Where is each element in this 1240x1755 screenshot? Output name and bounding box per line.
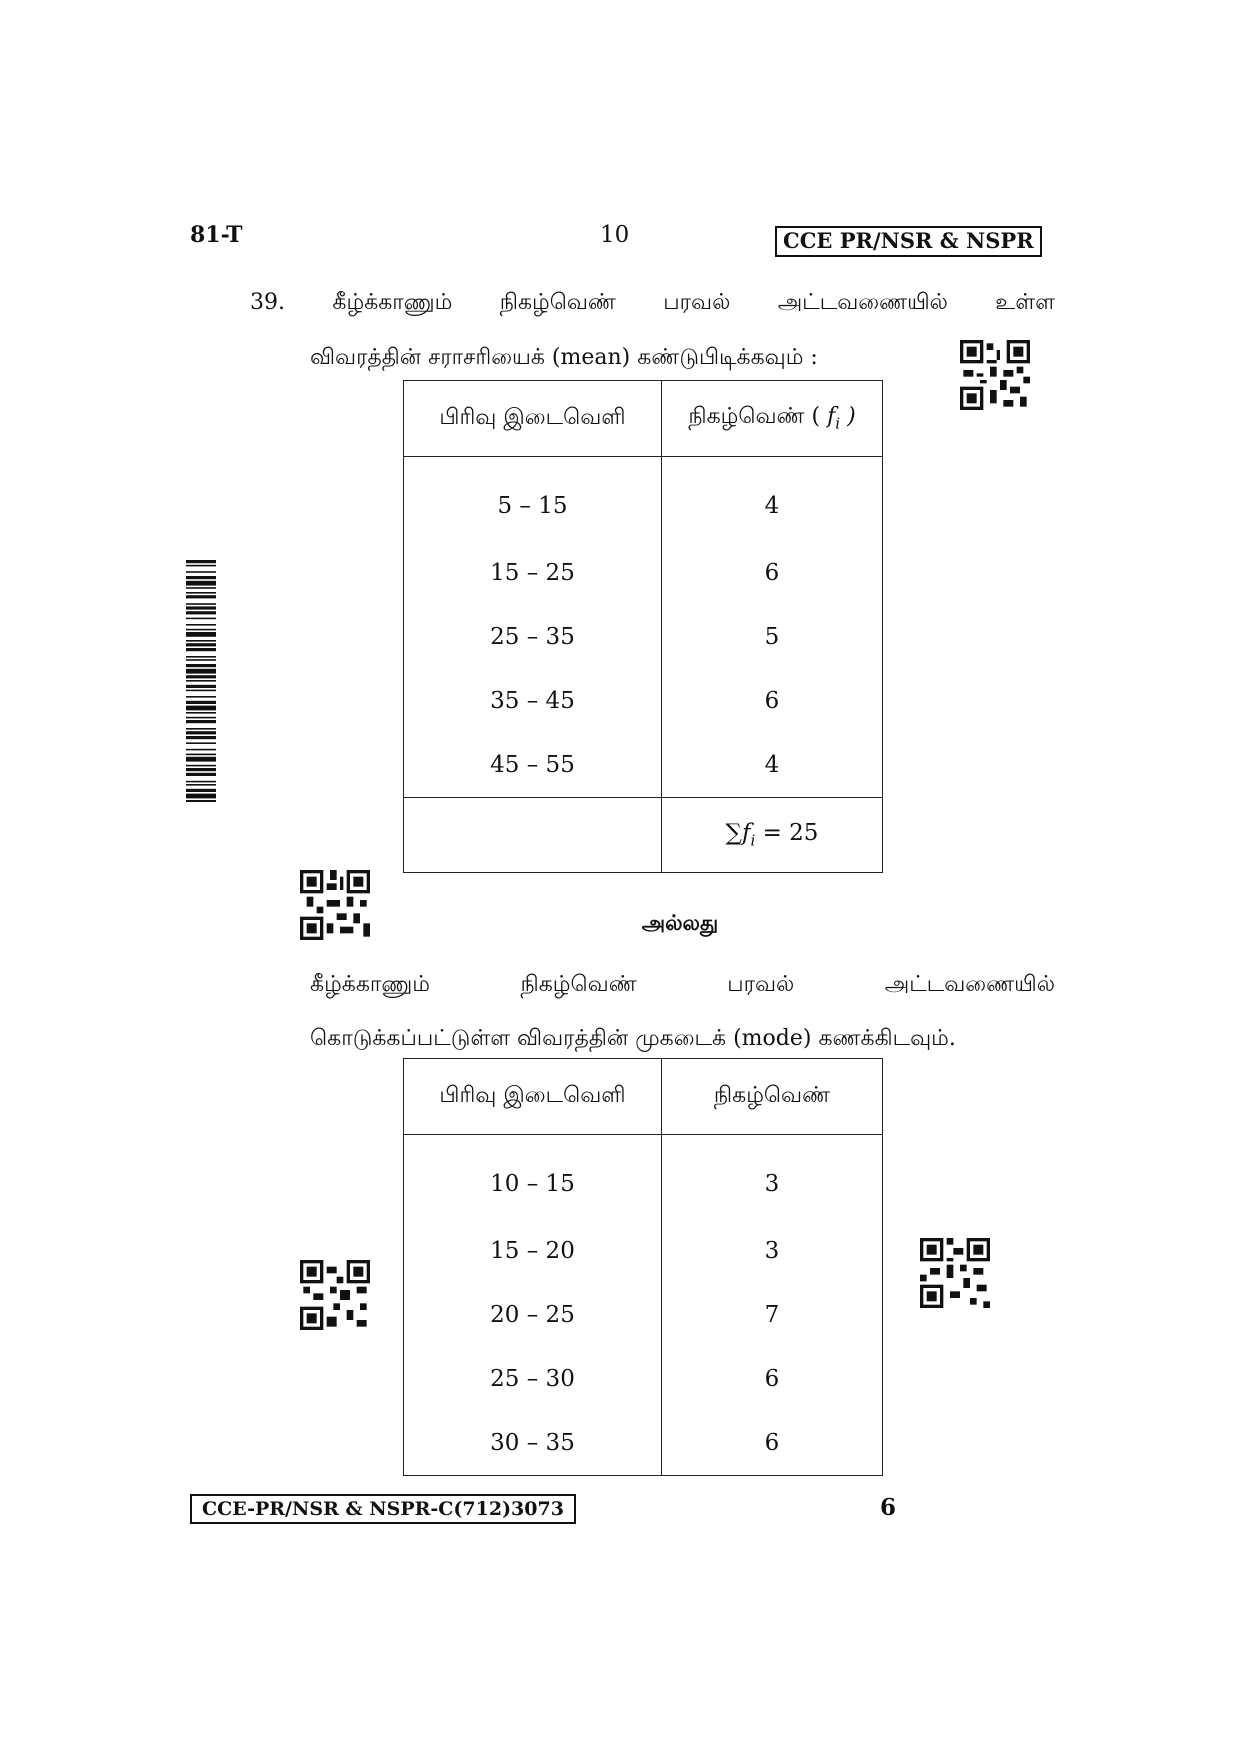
barcode-bar bbox=[186, 765, 216, 767]
table-row bbox=[404, 457, 883, 542]
barcode-bar bbox=[186, 800, 216, 802]
column-header-interval: பிரிவு இடைவெளி bbox=[404, 381, 662, 457]
barcode-bar bbox=[186, 632, 216, 637]
frequency-cell: 3 bbox=[662, 1135, 883, 1220]
interval-cell: 45 – 55 bbox=[404, 733, 662, 798]
question-word: உள்ள bbox=[995, 290, 1055, 315]
barcode-bar bbox=[186, 595, 216, 598]
frequency-table-mode bbox=[403, 1058, 883, 1476]
page-number: 10 bbox=[600, 222, 630, 248]
barcode-bar bbox=[186, 690, 216, 692]
barcode-bar bbox=[186, 728, 216, 730]
barcode-bar bbox=[186, 565, 216, 567]
barcode-bar bbox=[186, 757, 216, 762]
barcode-bar bbox=[186, 659, 216, 661]
table-row bbox=[404, 605, 883, 669]
barcode-bar bbox=[186, 784, 216, 786]
sum-empty-cell bbox=[404, 798, 662, 873]
interval-cell: 10 – 15 bbox=[404, 1135, 662, 1220]
barcode-bar bbox=[186, 675, 216, 678]
or-label: அல்லது bbox=[641, 910, 719, 935]
frequency-cell: 6 bbox=[662, 669, 883, 733]
sum-row bbox=[404, 798, 883, 873]
question-word: நிகழ்வெண் bbox=[520, 972, 637, 997]
interval-cell: 35 – 45 bbox=[404, 669, 662, 733]
question-word: அட்டவணையில் bbox=[777, 290, 948, 315]
barcode-bar bbox=[186, 749, 216, 751]
sum-cell bbox=[662, 798, 883, 873]
alternate-question-line-2: கொடுக்கப்பட்டுள்ள விவரத்தின் முகடைக் (mode) கணக்கிடவும். bbox=[310, 1026, 956, 1051]
interval-cell: 5 – 15 bbox=[404, 457, 662, 542]
barcode-bar bbox=[186, 560, 216, 563]
frequency-cell: 6 bbox=[662, 1411, 883, 1476]
barcode-bar bbox=[186, 640, 216, 642]
barcode-bar bbox=[186, 717, 216, 719]
barcode-bar bbox=[186, 754, 216, 756]
barcode-bar bbox=[186, 592, 216, 594]
table-row bbox=[404, 1347, 883, 1411]
question-number: 39. bbox=[250, 290, 285, 315]
interval-cell: 15 – 20 bbox=[404, 1219, 662, 1283]
qr-code-icon bbox=[300, 1260, 370, 1330]
barcode-bar bbox=[186, 606, 216, 609]
frequency-symbol: f bbox=[827, 404, 836, 430]
table-row bbox=[404, 1411, 883, 1476]
interval-cell: 25 – 35 bbox=[404, 605, 662, 669]
question-line-2: விவரத்தின் சராசரியைக் (mean) கண்டுபிடிக்கவும் : bbox=[310, 345, 818, 370]
table-row bbox=[404, 1219, 883, 1283]
barcode-bar bbox=[186, 571, 216, 573]
table-header-row bbox=[404, 1059, 883, 1135]
column-header-interval: பிரிவு இடைவெளி bbox=[404, 1059, 662, 1135]
alternate-question-line-1 bbox=[310, 971, 1055, 999]
barcode-bar bbox=[186, 701, 216, 704]
exam-code-box: CCE PR/NSR & NSPR bbox=[775, 226, 1042, 257]
barcode-bar bbox=[186, 576, 216, 579]
barcode-bar bbox=[186, 629, 216, 631]
barcode-bar bbox=[186, 669, 216, 674]
frequency-table-mean bbox=[403, 380, 883, 873]
barcode-bar bbox=[186, 768, 216, 771]
barcode-bar bbox=[186, 618, 216, 620]
frequency-cell: 5 bbox=[662, 605, 883, 669]
barcode-bar bbox=[186, 603, 216, 605]
table-row bbox=[404, 669, 883, 733]
sum-subscript: i bbox=[750, 831, 756, 850]
question-word: பரவல் bbox=[727, 972, 795, 997]
question-word: அட்டவணையில் bbox=[884, 972, 1055, 997]
barcode-bar bbox=[186, 624, 216, 626]
footer-page-number: 6 bbox=[880, 1494, 897, 1521]
frequency-cell: 4 bbox=[662, 733, 883, 798]
frequency-cell: 4 bbox=[662, 457, 883, 542]
sigma-symbol: ∑ bbox=[725, 820, 742, 847]
frequency-label: நிகழ்வெண் ( bbox=[688, 404, 821, 430]
barcode-bar bbox=[186, 731, 216, 734]
frequency-subscript: i bbox=[835, 414, 841, 433]
barcode-bar bbox=[186, 794, 216, 799]
barcode-bar bbox=[186, 720, 216, 723]
barcode-bar bbox=[186, 789, 216, 792]
table-row bbox=[404, 1135, 883, 1220]
frequency-cell: 3 bbox=[662, 1219, 883, 1283]
table-row bbox=[404, 1283, 883, 1347]
paper-code: 81-T bbox=[190, 222, 243, 248]
interval-cell: 25 – 30 bbox=[404, 1347, 662, 1411]
barcode-bar bbox=[186, 736, 216, 739]
question-word: கீழ்க்காணும் bbox=[310, 972, 430, 997]
question-word: கீழ்க்காணும் bbox=[332, 290, 453, 315]
sum-value: = 25 bbox=[762, 820, 819, 847]
barcode-bar bbox=[186, 611, 216, 614]
barcode-bar bbox=[186, 656, 216, 658]
footer-code-box: CCE-PR/NSR & NSPR-C(712)3073 bbox=[190, 1494, 576, 1524]
table-header-row bbox=[404, 381, 883, 457]
barcode-bar bbox=[186, 664, 216, 667]
barcode-bar bbox=[186, 680, 216, 682]
frequency-cell: 6 bbox=[662, 541, 883, 605]
interval-cell: 20 – 25 bbox=[404, 1283, 662, 1347]
frequency-cell: 6 bbox=[662, 1347, 883, 1411]
barcode-bar bbox=[186, 581, 216, 586]
column-header-frequency bbox=[662, 381, 883, 457]
interval-cell: 15 – 25 bbox=[404, 541, 662, 605]
barcode-bar bbox=[186, 696, 216, 698]
barcode-icon bbox=[186, 560, 216, 802]
table-row bbox=[404, 733, 883, 798]
barcode-bar bbox=[186, 648, 216, 651]
barcode-bar bbox=[186, 643, 216, 646]
barcode-bar bbox=[186, 706, 216, 711]
barcode-bar bbox=[186, 587, 216, 589]
question-word: நிகழ்வெண் bbox=[499, 290, 616, 315]
column-header-frequency: நிகழ்வெண் bbox=[662, 1059, 883, 1135]
barcode-bar bbox=[186, 781, 216, 783]
barcode-bar bbox=[186, 773, 216, 776]
frequency-cell: 7 bbox=[662, 1283, 883, 1347]
question-line-1 bbox=[250, 289, 1055, 317]
barcode-bar bbox=[186, 712, 216, 714]
frequency-close-paren: ) bbox=[847, 404, 856, 430]
qr-code-icon bbox=[920, 1238, 990, 1308]
interval-cell: 30 – 35 bbox=[404, 1411, 662, 1476]
barcode-bar bbox=[186, 685, 216, 688]
qr-code-icon bbox=[960, 340, 1030, 410]
sum-variable: f bbox=[741, 820, 751, 847]
question-word: பரவல் bbox=[663, 290, 731, 315]
barcode-bar bbox=[186, 742, 216, 744]
table-row bbox=[404, 541, 883, 605]
